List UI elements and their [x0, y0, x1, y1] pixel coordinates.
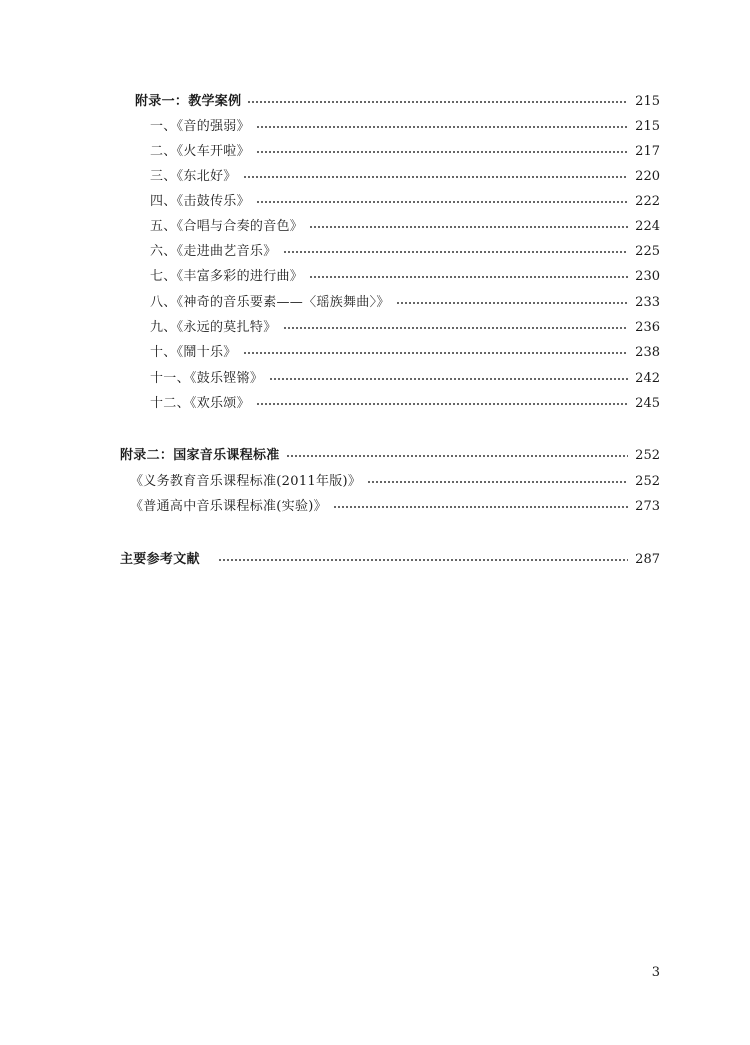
toc-entry [150, 365, 660, 387]
toc-entry-title: 九、《永远的莫扎特》 [150, 320, 277, 335]
toc-entry-title: 七、《丰富多彩的进行曲》 [150, 269, 304, 284]
dot-leader [367, 476, 628, 488]
dot-leader [309, 271, 628, 283]
toc-entry-title: 《义务教育音乐课程标准(2011年版)》 [130, 474, 362, 489]
toc-entry-title: 三、《东北好》 [150, 169, 237, 184]
toc-page-number: 217 [635, 144, 660, 159]
toc-entry-title: 二、《火车开啦》 [150, 144, 250, 159]
toc-entry [130, 493, 660, 515]
toc-entry-title: 十、《鬧十乐》 [150, 345, 237, 360]
toc-entry [150, 314, 660, 336]
toc-entry-title: 十一、《鼓乐铿锵》 [150, 371, 264, 386]
toc-entry-title: 一、《音的强弱》 [150, 119, 250, 134]
toc-entry [150, 339, 660, 361]
toc-page-number: 220 [635, 169, 660, 184]
dot-leader [286, 450, 628, 462]
dot-leader [396, 297, 628, 309]
toc-entry-title: 十二、《欢乐颂》 [150, 396, 250, 411]
dot-leader [256, 146, 628, 158]
toc-entry [150, 138, 660, 160]
dot-leader [269, 373, 628, 385]
toc-section-appendix-1 [135, 88, 660, 110]
toc-section-title: 附录二：国家音乐课程标准 [120, 448, 280, 463]
toc-page-number: 215 [635, 94, 660, 109]
toc-page-number: 222 [635, 194, 660, 209]
toc-page-number: 252 [635, 448, 660, 463]
toc-entry-title: 《普通高中音乐课程标准(实验)》 [130, 499, 327, 514]
toc-entry-title: 四、《击鼓传乐》 [150, 194, 250, 209]
toc-page-number: 236 [635, 320, 660, 335]
toc-page-number: 233 [635, 295, 660, 310]
toc-page-number: 242 [635, 371, 660, 386]
toc-page-number: 252 [635, 474, 660, 489]
dot-leader [243, 171, 628, 183]
toc-entry [150, 390, 660, 412]
toc-page-number: 225 [635, 244, 660, 259]
dot-leader [247, 96, 628, 108]
toc-entry-title: 八、《神奇的音乐要素——〈瑶族舞曲〉》 [150, 295, 390, 310]
toc-entry-title: 六、《走进曲艺音乐》 [150, 244, 277, 259]
toc-page-number: 238 [635, 345, 660, 360]
toc-entry [150, 289, 660, 311]
toc-entry [150, 238, 660, 260]
toc-page-number: 245 [635, 396, 660, 411]
toc-section-appendix-2 [120, 442, 660, 464]
toc-entry [150, 213, 660, 235]
toc-page-number: 224 [635, 219, 660, 234]
toc-entry [150, 163, 660, 185]
dot-leader [218, 554, 628, 566]
dot-leader [256, 398, 628, 410]
dot-leader [256, 121, 628, 133]
toc-page-number: 287 [635, 552, 660, 567]
toc-section-title: 主要参考文献 [120, 552, 200, 567]
dot-leader [283, 246, 628, 258]
dot-leader [243, 347, 628, 359]
toc-entry-title: 五、《合唱与合奏的音色》 [150, 219, 304, 234]
page-number: 3 [651, 965, 660, 980]
toc-page-number: 215 [635, 119, 660, 134]
toc-page-number: 273 [635, 499, 660, 514]
dot-leader [256, 196, 628, 208]
toc-entry [150, 113, 660, 135]
toc-entry [150, 188, 660, 210]
toc-entry [150, 263, 660, 285]
dot-leader [283, 322, 628, 334]
dot-leader [333, 501, 628, 513]
toc-section-title: 附录一：教学案例 [135, 94, 242, 109]
toc-entry [130, 468, 660, 490]
toc-section-references [120, 546, 660, 568]
dot-leader [309, 221, 628, 233]
toc-page-number: 230 [635, 269, 660, 284]
